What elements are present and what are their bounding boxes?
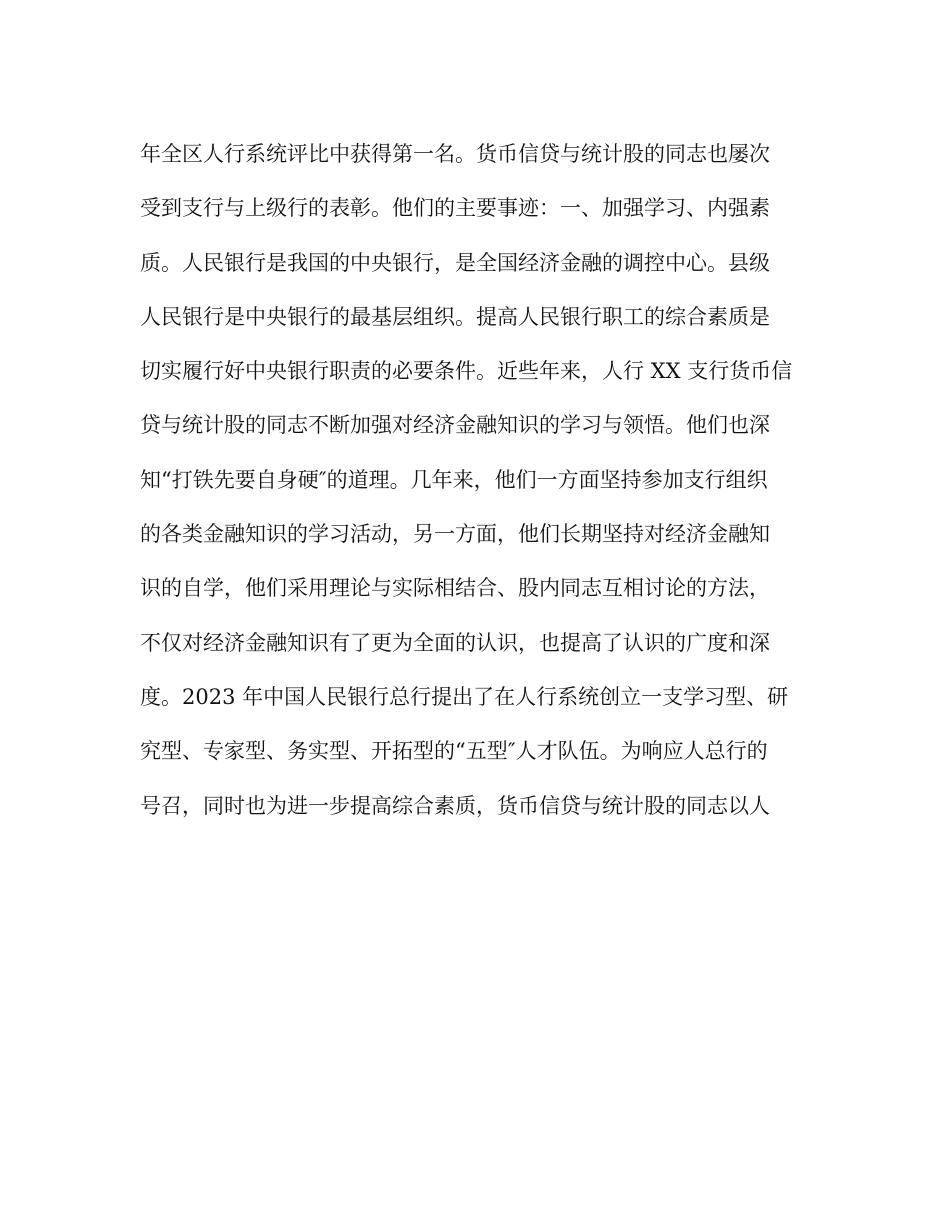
body-text (140, 132, 820, 838)
text-line: 切实履行好中央银行职责的必要条件。近些年来，人行 XX 支行货币信 (140, 359, 793, 384)
text-line: 识的自学，他们采用理论与实际相结合、股内同志互相讨论的方法， (140, 576, 770, 601)
text-line: 度。2023 年中国人民银行总行提出了在人行系统创立一支学习型、研 (140, 684, 789, 709)
text-line: 的各类金融知识的学习活动，另一方面，他们长期坚持对经济金融知 (140, 522, 770, 547)
text-line: 贷与统计股的同志不断加强对经济金融知识的学习与领悟。他们也深 (140, 413, 770, 438)
text-line: 不仅对经济金融知识有了更为全面的认识，也提高了认识的广度和深 (140, 630, 770, 655)
text-line: 质。人民银行是我国的中央银行，是全国经济金融的调控中心。县级 (140, 250, 770, 275)
text-line: 究型、专家型、务实型、开拓型的“五型″人才队伍。为响应人总行的 (140, 739, 768, 764)
text-line: 号召，同时也为进一步提高综合素质，货币信贷与统计股的同志以人 (140, 793, 770, 818)
text-line: 受到支行与上级行的表彰。他们的主要事迹：一、加强学习、内强素 (140, 196, 770, 221)
text-line: 年全区人行系统评比中获得第一名。货币信贷与统计股的同志也屡次 (140, 142, 770, 166)
text-line: 知“打铁先要自身硬″的道理。几年来，他们一方面坚持参加支行组织 (140, 467, 768, 492)
text-line: 人民银行是中央银行的最基层组织。提高人民银行职工的综合素质是 (140, 304, 770, 329)
